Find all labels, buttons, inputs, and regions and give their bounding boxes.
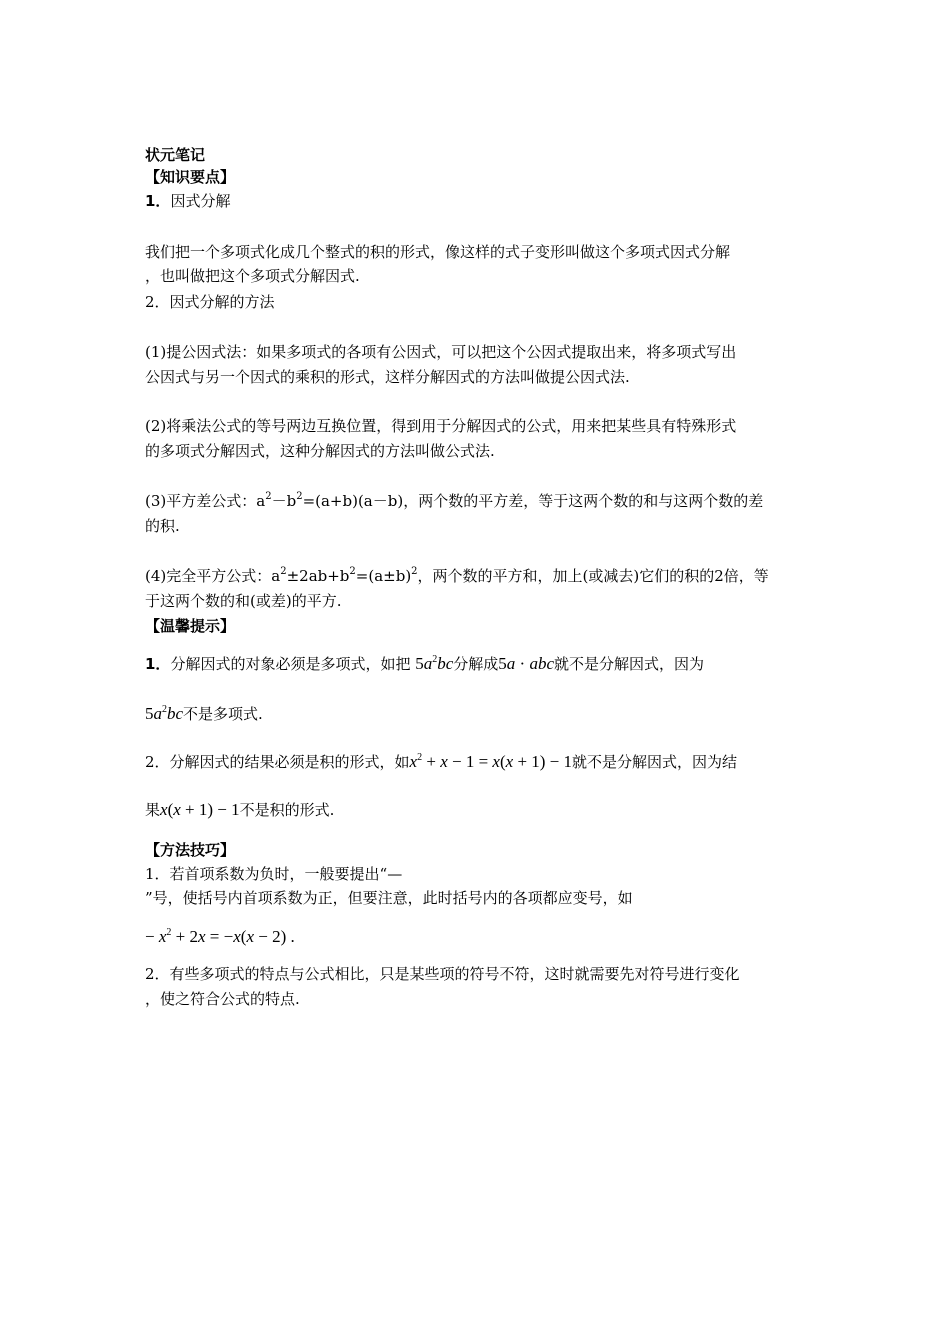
formula-description: ，两个数的平方和，加上(或减去)它们的积的2倍，等 — [417, 567, 769, 585]
doc-title: 状元笔记 — [145, 146, 206, 164]
method-line-1-cont: ”号，使括号内首项系数为正，但要注意，此时括号内的各项都应变号，如 — [145, 889, 633, 907]
method-line-2: 2．有些多项式的特点与公式相比，只是某些项的符号不符，这时就需要先对符号进行变化 — [145, 965, 740, 983]
paragraph-line: 公因式与另一个因式的乘积的形式，这样分解因式的方法叫做提公因式法. — [145, 368, 630, 386]
formula-line-difference-of-squares — [145, 491, 763, 511]
heading-number: 1． — [145, 192, 171, 210]
paragraph-line: 我们把一个多项式化成几个整式的积的形式，像这样的式子变形叫做这个多项式因式分解 — [145, 243, 731, 261]
paragraph-line: 于这两个数的和(或差)的平方. — [145, 592, 342, 610]
tip-line-2-cont: 果x(x + 1) − 1不是积的形式. — [145, 800, 335, 819]
paragraph-line: (2)将乘法公式的等号两边互换位置，得到用于分解因式的公式，用来把某些具有特殊形式 — [145, 417, 737, 435]
knowledge-heading-1 — [145, 191, 230, 211]
tip-line-1: 1．分解因式的对象必须是多项式，如把 $5a^2bc$分解成5a · abc就不是分解因式，因为 — [145, 654, 705, 673]
math-expression: $5a^2bc$ — [415, 654, 454, 673]
method-formula — [145, 927, 295, 947]
method-line-2-cont: ，使之符合公式的特点. — [145, 990, 300, 1008]
knowledge-heading-2: 2．因式分解的方法 — [145, 293, 275, 311]
math-expression: $x^2 + x - 1 = x(x + 1) - 1$ — [409, 752, 573, 771]
method-line-1: 1．若首项系数为负时，一般要提出“— — [145, 865, 403, 883]
paragraph-line: 的积. — [145, 517, 180, 535]
math-expression: − $x^2 + 2x = -x(x - 2)$ . — [145, 927, 295, 946]
section-heading-tips: 【温馨提示】 — [145, 617, 236, 635]
section-heading-knowledge: 【知识要点】 — [145, 168, 236, 186]
math-expression: 5a · abc — [498, 654, 555, 673]
section-heading-methods: 【方法技巧】 — [145, 841, 236, 859]
formula-description: ，两个数的平方差，等于这两个数的和与这两个数的差 — [403, 492, 764, 510]
formula-label: (4)完全平方公式： — [145, 567, 272, 585]
formula-line-perfect-square — [145, 566, 769, 586]
math-expression: x(x + 1) − 1 — [160, 800, 240, 819]
paragraph-line: (1)提公因式法：如果多项式的各项有公因式，可以把这个公因式提取出来，将多项式写出 — [145, 343, 737, 361]
heading-text: 因式分解 — [170, 192, 231, 210]
math-expression: $5a^2bc$ — [145, 704, 184, 723]
formula: $a^2\pm 2ab+b^2=(a\pm b)^2$ — [271, 566, 418, 585]
formula-label: (3)平方差公式： — [145, 492, 257, 510]
tip-line-1-cont: $5a^2bc$不是多项式. — [145, 704, 263, 723]
paragraph-line: 的多项式分解因式，这种分解因式的方法叫做公式法. — [145, 442, 495, 460]
paragraph-line: ，也叫做把这个多项式分解因式. — [145, 267, 360, 285]
tip-line-2: 2．分解因式的结果必须是积的形式，如$x^2 + x - 1 = x(x + 1) - 1$就不是分解因式，因为结 — [145, 752, 738, 771]
formula: $a^2-b^2=(a+b)(a-b)$ — [256, 491, 404, 510]
